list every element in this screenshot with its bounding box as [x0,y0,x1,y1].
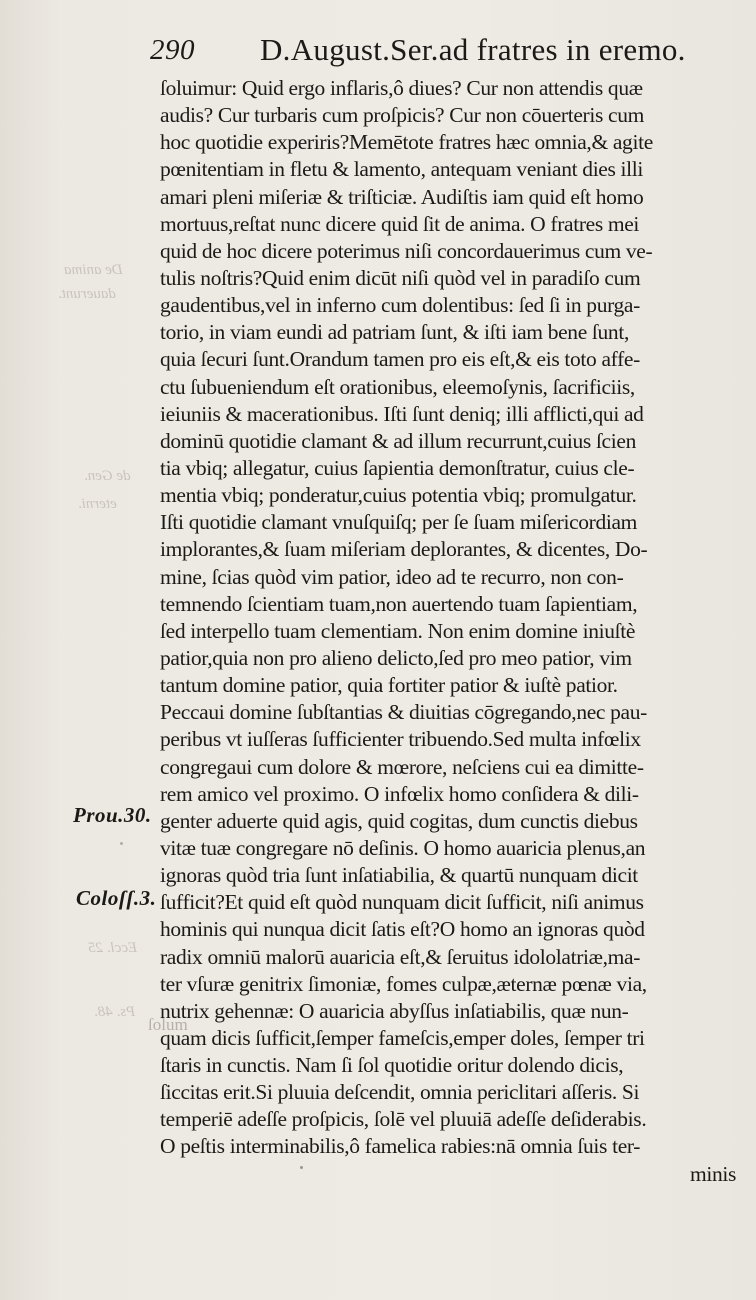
text-line: ſed interpello tuam clementiam. Non enim domine iniuſtè [160,618,636,643]
text-line: hominis qui nunqua dicit ſatis eſt?O homo an ignoras quòd [160,917,645,942]
running-title: D.August.Ser.ad fratres in eremo. [260,32,686,67]
show-through-mark: dauerunt. [58,286,116,302]
show-through-mark: de Gen. [84,468,131,484]
text-line: genter aduerte quid agis, quid cogitas, dum cunctis diebus [160,808,638,833]
marginal-note: Prou.30. [73,803,152,827]
text-line: dominū quotidie clamant & ad illum recurrunt,cuius ſcien [160,428,636,453]
text-line: ieiuniis & macerationibus. Iſti ſunt deniq; illi afflicti,qui ad [160,401,644,426]
show-through-mark: De anima [64,262,123,278]
text-line: mentia vbiq; ponderatur,cuius potentia vbiq; promulgatur. [160,483,637,508]
catchword: minis [689,1161,736,1186]
text-line: radix omniū malorū auaricia eſt,& ſeruitus idololatriæ,ma- [160,944,641,969]
text-line: gaudentibus,vel in inferno cum dolentibus: ſed ſi in purga- [160,293,640,318]
text-line: temperiē adeſſe proſpicis, ſolē vel pluuiā adeſſe deſiderabis. [160,1107,647,1132]
text-line: Peccaui domine ſubſtantias & diuitias cōgregando,nec pau- [160,700,647,725]
text-line: peribus vt iuſſeras ſufficienter tribuendo.Sed multa infœlix [160,727,641,752]
text-line: tulis noſtris?Quid enim dicūt niſi quòd vel in paradiſo cum [160,265,641,290]
text-line: rem amico vel proximo. O infœlix homo conſidera & dili- [160,781,639,806]
text-line: ſoluimur: Quid ergo inflaris,ô diues? Cur non attendis quæ [160,76,643,100]
text-line: ſiccitas erit.Si pluuia deſcendit, omnia periclitari aſſeris. Si [160,1080,640,1105]
text-line: congregaui cum dolore & mœrore, neſciens cui ea dimitte- [160,754,644,779]
ink-speck [120,842,123,845]
text-line: mortuus,reſtat nunc dicere quid ſit de anima. O fratres mei [160,211,640,236]
faint-show-through-text: ſolum [148,1015,188,1034]
show-through-mark: Eccl. 25 [88,940,138,956]
text-line: audis? Cur turbaris cum proſpicis? Cur non cōuerteris cum [160,103,644,128]
text-line: O peſtis interminabilis,ô famelica rabies:nā omnia ſuis ter- [160,1134,641,1159]
text-line: implorantes,& ſuam miſeriam deplorantes, & dicentes, Do- [160,537,648,562]
text-line: quid de hoc dicere poterimus niſi concordauerimus cum ve- [160,238,653,263]
page-header [150,30,750,70]
text-line: amari pleni miſeriæ & triſticiæ. Audiſtis iam quid eſt homo [160,184,644,209]
text-line: Iſti quotidie clamant vnuſquiſq; per ſe ſuam miſericordiam [160,510,638,535]
body-text [160,75,742,1188]
text-line: ignoras quòd tria ſunt inſatiabilia, & quartū nunquam dicit [160,863,638,888]
text-line: tia vbiq; allegatur, cuius ſapientia demonſtratur, cuius cle- [160,455,635,480]
text-line: ctu ſubueniendum eſt orationibus, eleemoſynis, ſacrificiis, [160,374,635,399]
show-through-mark: Ps. 48. [94,1004,136,1020]
text-line: ſtaris in cunctis. Nam ſi ſol quotidie oritur dolendo dicis, [160,1053,624,1078]
text-line: quia ſecuri ſunt.Orandum tamen pro eis eſt,& eis toto affe- [160,347,640,372]
text-line: tantum domine patior, quia fortiter patior & iuſtè patior. [160,673,618,698]
text-line: patior,quia non pro alieno delicto,ſed pro meo patior, vim [160,645,632,670]
text-line: temnendo ſcientiam tuam,non auertendo tuam ſapientiam, [160,591,638,616]
page-number: 290 [150,34,195,66]
text-line: ſufficit?Et quid eſt quòd nunquam dicit ſufficit, niſi animus [160,890,644,915]
show-through-mark: eterni. [78,496,117,512]
text-line: mine, ſcias quòd vim patior, ideo ad te recurro, non con- [160,564,624,589]
text-line: nutrix gehennæ: O auaricia abyſſus inſatiabilis, quæ nun- [160,998,629,1023]
text-line: vitæ tuæ congregare nō deſinis. O homo auaricia plenus,an [160,835,646,860]
text-line: quam dicis ſufficit,ſemper fameſcis,emper doles, ſemper tri [160,1025,645,1050]
text-line: ter vſuræ genitrix ſimoniæ, fomes culpæ,æternæ pœnæ via, [160,971,647,996]
text-line: torio, in viam eundi ad patriam ſunt, & iſti iam bene ſunt, [160,320,629,345]
marginal-note: Coloſſ.3. [76,886,157,910]
text-line: hoc quotidie experiris?Memētote fratres hæc omnia,& agite [160,130,653,155]
text-line: pœnitentiam in fletu & lamento, antequam veniant dies illi [160,157,644,182]
